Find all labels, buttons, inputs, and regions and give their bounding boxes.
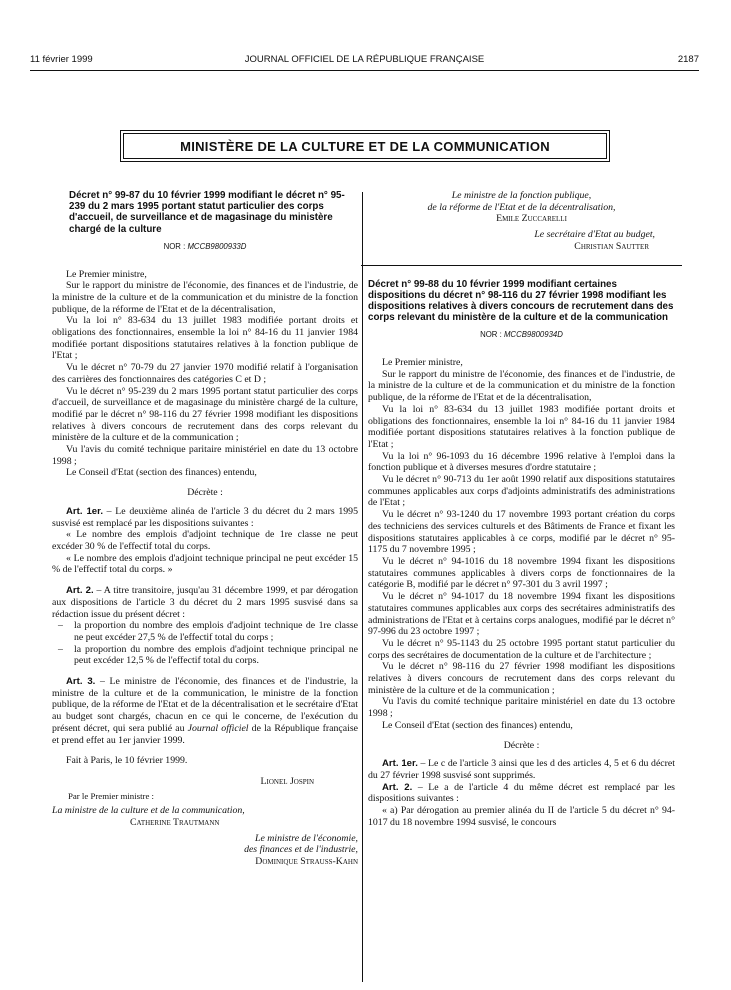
decree1-fait: Fait à Paris, le 10 février 1999. <box>66 755 188 767</box>
decree2-visa: Vu l'avis du comité technique paritaire ministériel en date du 13 octobre 1998 ; <box>368 696 675 720</box>
decree1-visa: Sur le rapport du ministre de l'économie, des finances et de l'industrie, de la ministre de la culture et de la communication et du ministre de la fonction publique, de la réforme de l'Etat et de la décentralisation, <box>52 280 358 315</box>
decree2-visa: Vu la loi n° 96-1093 du 16 décembre 1996 relative à l'emploi dans la fonction publique et à diverses mesures d'ordre statutaire ; <box>368 450 675 474</box>
decree2-opening: Le Premier ministre, <box>382 357 463 369</box>
article-text: – A titre transitoire, jusqu'au 31 décembre 1999, et par dérogation aux dispositions de l'article 3 du décret du 2 mars 1995 susvisé dans sa rédaction issue du présent décret : <box>52 585 358 620</box>
column-divider <box>362 192 363 982</box>
decree1-visa: Le Conseil d'Etat (section des finances) entendu, <box>66 467 257 479</box>
signature-culture-title: La ministre de la culture et de la communication, <box>52 805 245 817</box>
signature-culture-name: Catherine Trautmann <box>130 817 220 829</box>
decree2-visa: Vu le décret n° 95-1143 du 25 octobre 1995 portant statut particulier du corps des secrétaires de documentation de la culture et de l'architecture ; <box>368 637 675 661</box>
decree2-visa: Vu la loi n° 83-634 du 13 juillet 1983 modifiée portant droits et obligations des fonctionnaires, ensemble la loi n° 84-16 du 11 janvier 1984 modifiée portant dispositions statutaires relatives à la fonction publique de l'Etat ; <box>368 403 675 450</box>
decree2-visa: Vu le décret n° 93-1240 du 17 novembre 1993 portant création du corps des techniciens des services culturels et des Bâtiments de France et fixant les dispositions statutaires applicables à ce corps, modifié par le décret n° 95-1175 du 7 novembre 1995 ; <box>368 509 675 556</box>
par-premier-ministre: Par le Premier ministre : <box>68 790 154 801</box>
left-column <box>52 190 358 868</box>
decree1-visa: Vu le décret n° 70-79 du 27 janvier 1970 modifié relatif à l'organisation des carrières des fonctionnaires des catégories C et D ; <box>52 362 358 385</box>
header-rule <box>30 70 699 71</box>
header-date: 11 février 1999 <box>30 54 93 65</box>
decree1-visa: Vu l'avis du comité technique paritaire ministériel en date du 13 octobre 1998 ; <box>52 444 358 467</box>
header-page-number: 2187 <box>677 54 699 65</box>
article-text: de la République française et prend effet au 1er janvier 1999. <box>52 722 358 746</box>
decree1-article-1-quote: « Le nombre des emplois d'adjoint technique principal ne peut excéder 15 % de l'effectif total du corps. » <box>52 552 358 576</box>
list-item <box>52 644 358 667</box>
nor-code: MCCB9800933D <box>187 241 247 251</box>
dash-bullet: – <box>58 643 63 655</box>
signature-eco-title: Le ministre de l'économie, <box>255 832 358 844</box>
signature-eco-title: des finances et de l'industrie, <box>244 844 358 856</box>
decree1-article-1 <box>52 506 358 529</box>
nor-code: MCCB9800934D <box>503 330 563 340</box>
decree2-nor <box>368 329 675 341</box>
spacer <box>52 576 358 585</box>
signature-budget-title: Le secrétaire d'Etat au budget, <box>534 229 655 241</box>
decree2-article-2 <box>368 782 675 805</box>
right-column <box>368 190 675 828</box>
decree2-visa: Sur le rapport du ministre de l'économie, des finances et de l'industrie, de la ministre de la culture et de la communication et du ministre de la fonction publique, de la réforme de l'Etat et de la décentralisation, <box>368 368 675 404</box>
article-label: Art. 1er. <box>66 505 103 517</box>
decree1-article-1-quote: « Le nombre des emplois d'adjoint technique de 1re classe ne peut excéder 30 % de l'effectif total du corps. <box>52 529 358 552</box>
decree1-title: Décret n° 99-87 du 10 février 1999 modifiant le décret n° 95-239 du 2 mars 1995 portant statut particulier des corps d'accueil, de surveillance et de magasinage du ministère chargé de la culture <box>69 190 345 235</box>
decree2-decrete: Décrète : <box>503 739 540 751</box>
ministry-title: MINISTÈRE DE LA CULTURE ET DE LA COMMUNICATION <box>123 133 607 159</box>
list-item-text: la proportion du nombre des emplois d'adjoint technique principal ne peut excéder 12,5 % de l'effectif total du corps. <box>74 643 358 667</box>
nor-label: NOR : <box>480 330 502 340</box>
decree2-article-2-quote: « a) Par dérogation au premier alinéa du II de l'article 5 du décret n° 94-1017 du 18 novembre 1994 susvisé, le concours <box>368 805 675 828</box>
decree-separator <box>361 265 682 266</box>
ministry-banner <box>120 130 610 162</box>
article-label: Art. 3. <box>66 676 96 688</box>
article-text: – Le c de l'article 3 ainsi que les d des articles 4, 5 et 6 du décret du 27 février 1998 susvisé sont supprimés. <box>368 758 675 781</box>
article-label: Art. 2. <box>382 781 413 793</box>
decree2-visa: Le Conseil d'Etat (section des finances) entendu, <box>382 719 573 731</box>
spacer <box>52 667 358 676</box>
decree1-article-3 <box>52 676 358 746</box>
signature-eco-name: Dominique Strauss-Kahn <box>255 856 358 868</box>
spacer <box>52 746 358 755</box>
signature-fp-title: de la réforme de l'Etat et de la décentralisation, <box>427 201 616 213</box>
decree1-nor <box>52 241 358 253</box>
decree2-visa: Vu le décret n° 94-1016 du 18 novembre 1994 fixant les dispositions statutaires communes applicables à divers corps de fonctionnaires de la catégorie B, modifié par le décret n° 97-301 du 3 avril 1997 ; <box>368 555 675 591</box>
spacer <box>52 767 358 776</box>
signature-budget-name: Christian Sautter <box>574 240 649 252</box>
decree2-visa: Vu le décret n° 90-713 du 1er août 1990 relatif aux dispositions statutaires communes applicables aux corps d'adjoints administratifs des administrations de l'Etat ; <box>368 474 675 509</box>
signature-pm: Lionel Jospin <box>260 775 314 787</box>
decree1-article-2 <box>52 585 358 620</box>
list-item-text: la proportion du nombre des emplois d'adjoint technique de 1re classe ne peut excéder 27,5 % de l'effectif total du corps ; <box>74 620 358 643</box>
article-label: Art. 2. <box>66 585 94 597</box>
article-text: – Le ministre de l'économie, des finances et de l'industrie, la ministre de la culture et de la communication, le ministre de la fonction publique, de la réforme de l'Etat et de la décentralisation et le secrétaire d'Etat au budget sont chargés, chacun en ce qui le concerne, de l'exécution du présent décret, qui sera publié au <box>52 676 358 734</box>
decree1-visa: Vu la loi n° 83-634 du 13 juillet 1983 modifiée portant droits et obligations des fonctionnaires, ensemble la loi n° 84-16 du 11 janvier 1984 modifiée portant dispositions statutaires relatives à la fonction publique de l'Etat ; <box>52 315 358 362</box>
decree1-opening: Le Premier ministre, <box>66 268 147 280</box>
signature-fp-title: Le ministre de la fonction publique, <box>451 190 592 201</box>
dash-bullet: – <box>58 620 63 632</box>
list-item <box>52 620 358 643</box>
signature-fp-name: Emile Zuccarelli <box>496 213 567 225</box>
decree1-article-2-list <box>52 620 358 667</box>
article-text: – Le deuxième alinéa de l'article 3 du décret du 2 mars 1995 susvisé est remplacé par les dispositions suivantes : <box>52 505 358 529</box>
decree1-decrete: Décrète : <box>187 487 223 499</box>
decree2-visa: Vu le décret n° 98-116 du 27 février 1998 modifiant les dispositions relatives à divers concours de recrutement dans des corps relevant du ministère de la culture et de la communication ; <box>368 661 675 696</box>
decree2-visa: Vu le décret n° 94-1017 du 18 novembre 1994 fixant les dispositions statutaires communes applicables aux corps des secrétaires administratifs des administrations de l'Etat et à certains corps analogues, modifié par le décret n° 97-996 du 23 octobre 1997 ; <box>368 591 675 638</box>
decree1-visa: Vu le décret n° 95-239 du 2 mars 1995 portant statut particulier des corps d'accueil, de surveillance et de magasinage du ministère chargé de la culture, modifié par le décret n° 98-116 du 27 février 1998 modifiant les dispositions relatives à divers concours de recrutement dans des corps relevant du ministère de la culture et de la communication ; <box>52 385 358 444</box>
journal-officiel-ref: Journal officiel <box>187 722 249 734</box>
running-header <box>30 54 699 68</box>
article-label: Art. 1er. <box>382 758 418 770</box>
nor-label: NOR : <box>163 241 186 251</box>
decree2-title: Décret n° 99-88 du 10 février 1999 modifiant certaines dispositions du décret n° 98-116 du 27 février 1998 modifiant les dispositions relatives à divers concours de recrutement dans des corps relevant du ministère de la culture et de la communication <box>368 278 674 324</box>
article-text: – Le a de l'article 4 du même décret est remplacé par les dispositions suivantes : <box>368 781 675 805</box>
header-journal-title: JOURNAL OFFICIEL DE LA RÉPUBLIQUE FRANÇAISE <box>244 54 485 65</box>
decree2-article-1 <box>368 758 675 781</box>
